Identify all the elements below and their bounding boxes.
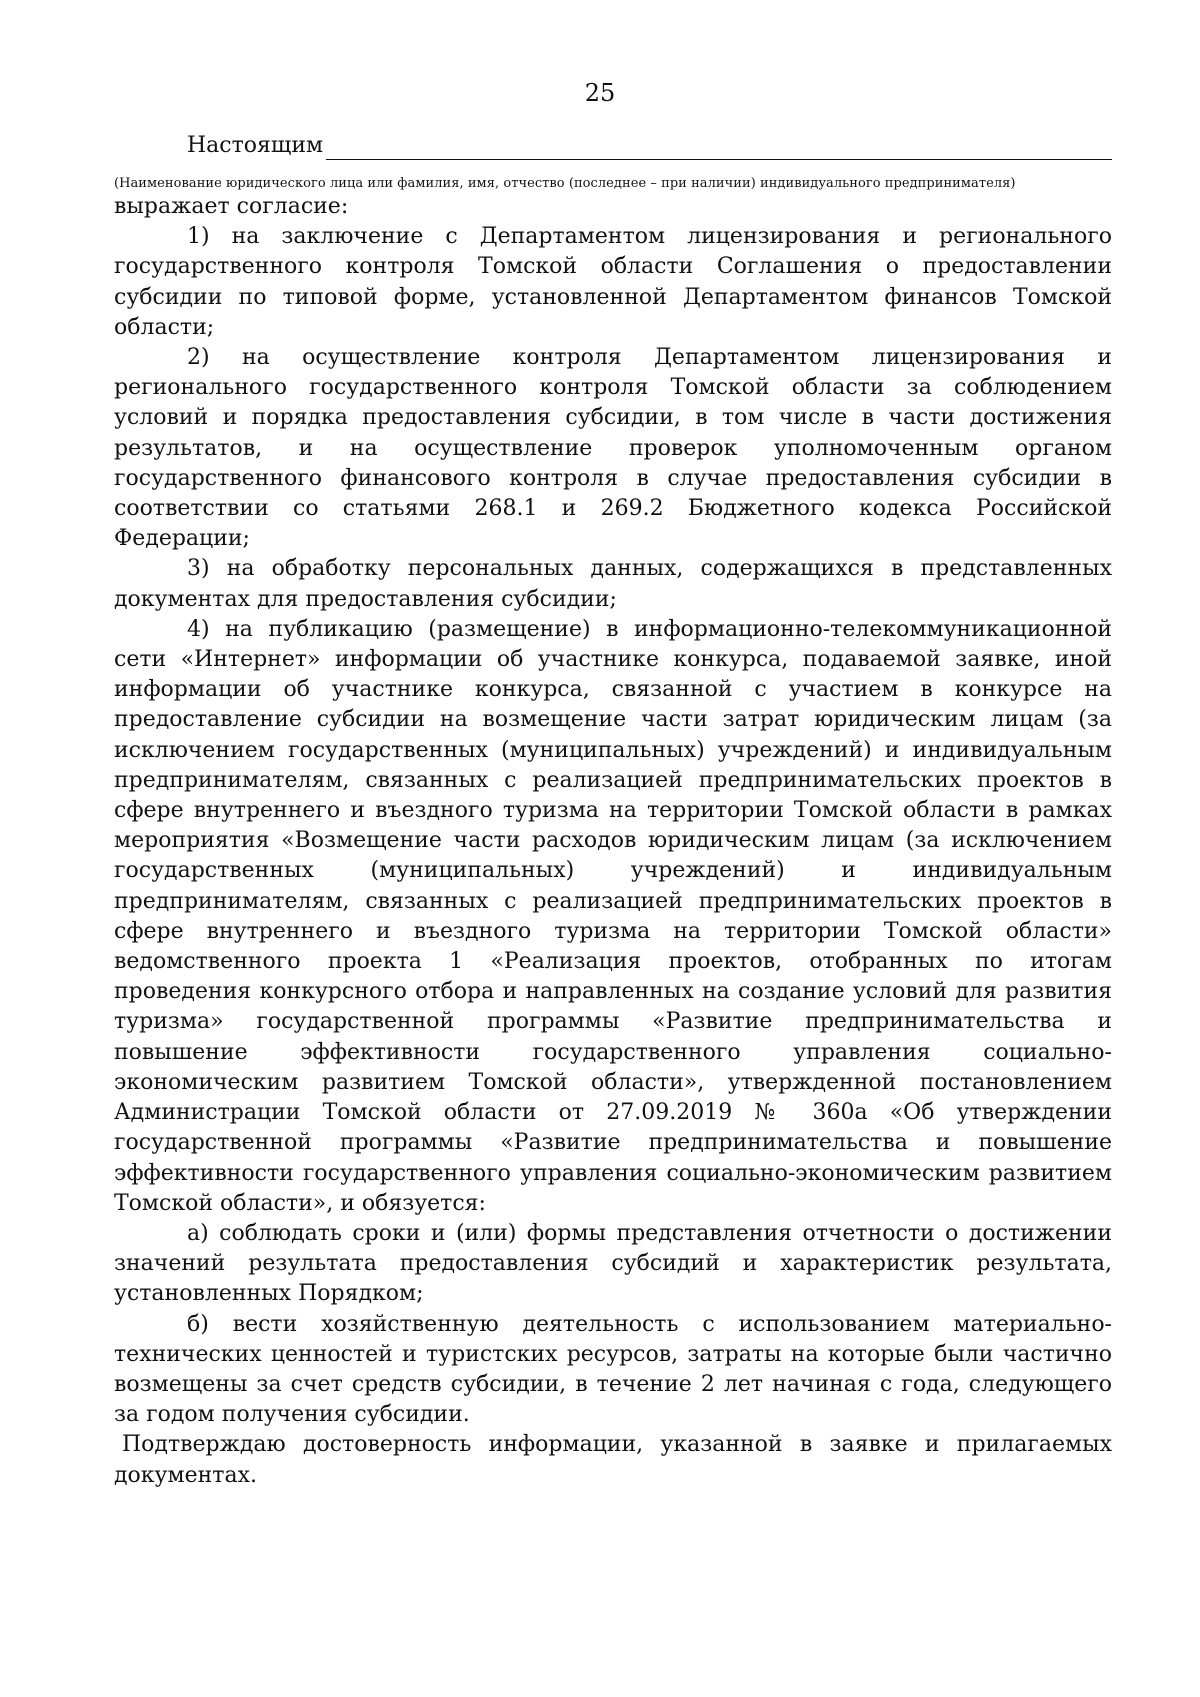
consent-item-3: 3) на обработку персональных данных, содержащихся в представленных документах для предоставления субсидии; (114, 556, 1112, 612)
applicant-name-row (187, 131, 1112, 163)
confirmation-statement: Подтверждаю достоверность информации, указанной в заявке и прилагаемых документах. (114, 1432, 1112, 1488)
applicant-name-line (326, 159, 1112, 160)
name-field-caption: (Наименование юридического лица или фамилия, имя, отчество (последнее – при наличии) индивидуального предпринимателя) (114, 176, 1016, 191)
consent-item-2: 2) на осуществление контроля Департаментом лицензирования и регионального государственного контроля Томской области за соблюдением условий и порядка предоставления субсидии, в том числе в части достижения результатов, и на осуществление проверок уполномоченным органом государственного финансового контроля в случае предоставления субсидии в соответствии со статьями 268.1 и 269.2 Бюджетного кодекса Российской Федерации; (114, 345, 1112, 552)
consent-item-1: 1) на заключение с Департаментом лицензирования и регионального государственного контроля Томской области Соглашения о предоставлении субсидии по типовой форме, установленной Департаментом финансов Томской области; (114, 224, 1112, 340)
document-body (114, 192, 1112, 1491)
obligation-b: б) вести хозяйственную деятельность с использованием материально-технических ценностей и туристских ресурсов, затраты на которые были частично возмещены за счет средств субсидии, в течение 2 лет начиная с года, следующего за годом получения субсидии. (114, 1311, 1112, 1428)
consent-item-4: 4) на публикацию (размещение) в информационно-телекоммуникационной сети «Интернет» информации об участнике конкурса, подаваемой заявке, иной информации об участнике конкурса, связанной с участием в конкурсе на предоставление субсидии на возмещение части затрат юридическим лицам (за исключением государственных (муниципальных) учреждений) и индивидуальным предпринимателям, связанных с реализацией предпринимательских проектов в сфере внутреннего и въездного туризма на территории Томской области в рамках мероприятия «Возмещение части расходов юридическим лицам (за исключением государственных (муниципальных) учреждений) и индивидуальным предпринимателям, связанных с реализацией предпринимательских проектов в сфере внутреннего и въездного туризма на территории Томской области» ведомственного проекта 1 «Реализация проектов, отобранных по итогам проведения конкурсного отбора и направленных на создание условий для развития туризма» государственной программы «Развитие предпринимательства и повышение эффективности государственного управления социально-экономическим развитием Томской области», утвержденной постановлением Администрации Томской области от 27.09.2019 № 360а «Об утверждении государственной программы «Развитие предпринимательства и повышение эффективности государственного управления социально-экономическим развитием Томской области», и обязуется: (114, 616, 1112, 1216)
consent-intro: выражает согласие: (114, 194, 349, 219)
obligation-a: а) соблюдать сроки и (или) формы представления отчетности о достижении значений результата предоставления субсидий и характеристик результата, установленных Порядком; (114, 1220, 1112, 1307)
lead-word: Настоящим (187, 133, 324, 158)
page-number: 25 (584, 79, 616, 107)
